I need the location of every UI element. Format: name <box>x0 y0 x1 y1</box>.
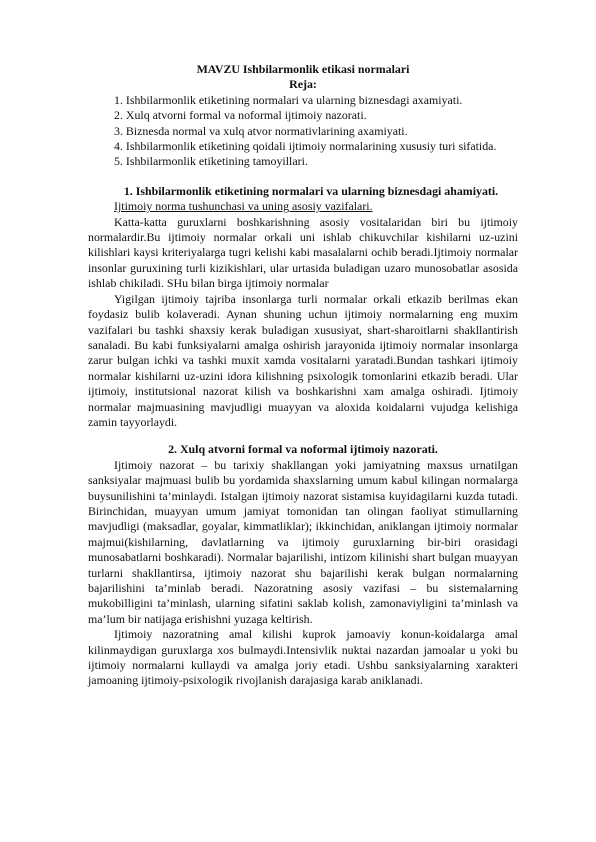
section1-paragraph: Yigilgan ijtimoiy tajriba insonlarga turli normalar orkali etkazib berilmas ekan foydasiz bulib kolaveradi. Aynan shuning uchun ijtimoiy normalarning eng muxim vazifalari bu tashki shaxsiy kerak buladigan xususiyat, shart-sharoitlarni shakllantirish sanaladi. Bu kabi funksiyalarni amalga oshirish jarayonida ijtimoiy normalar insonlarga zarur bulgan ichki va tashki muxit xamda vositalarni yaratadi.Bundan tashkari ijtimoiy normalar kishilarni uz-uzini idora kilishning psixologik tomonlarini etkazib beradi. Ular ijtimoiy, institutsional nazorat kilish va boshkarishni xam amalga oshiradi. Ijtimoiy normalar majmuasining mavjudligi muayyan va aloxida koidalarni vujudga kelishiga zamin tayyorlaydi. <box>88 291 518 429</box>
section2-paragraph: Ijtimoiy nazorat – bu tarixiy shakllangan yoki jamiyatning maxsus urnatilgan sanksiyalar majmuasi bulib bu yordamida shaxslarning umum kabul kilingan normalarga buysunilishini ta’minlaydi. Istalgan ijtimoiy nazorat sistamisa kuyidagilarni kuzda tutadi. Birinchidan, muayyan umum jamiyat tomonidan tan olingan faoliyat stimullarning mavjudligi (maksadlar, goyalar, kimmatliklar); ikkinchidan, aniklangan ijtimoiy normalar majmui(kishilarning, davlatlarning va ijtimoiy guruxlarning bir-biri orasidagi munosabatlarni boshkaradi). Normalar bajarilishi, intizom kilinishi shart bulgan muayyan turlarni shakllantirsa, ijtimoiy nazorat shu bajarilishi kerak bulgan normalarning bajarilishini ta’minlab beradi. Nazoratning asosiy vazifasi – bu sistemalarning mukobilligini ta’minlash, ularning sifatini saklab kolish, zamonaviyligini ta’minlash va ma’lum bir natijaga erishishni yuzaga keltirish. <box>88 457 518 626</box>
section1-subheading: Ijtimoiy norma tushunchasi va uning asosiy vazifalari. <box>114 199 373 214</box>
plan-list <box>88 93 518 170</box>
plan-item: 5. Ishbilarmonlik etiketining tamoyillari. <box>114 154 308 169</box>
section1-heading: 1. Ishbilarmonlik etiketining normalari va ularning biznesdagi ahamiyati. <box>123 183 499 198</box>
document-title: MAVZU Ishbilarmonlik etikasi normalari <box>196 62 410 76</box>
section2-paragraph: Ijtimoiy nazoratning amal kilishi kuprok jamoaviy konun-koidalarga amal kilinmaydigan guruxlarga xos bulmaydi.Intensivlik nuktai nazardan jamoalar u yoki bu ijtimoiy normalarni kullaydi va amalga joriy etadi. Ushbu sanksiyalarning xarakteri jamoaning ijtimoiy-psixologik rivojlanish darajasiga karab aniklanadi. <box>88 627 518 688</box>
section1-paragraph: Katta-katta guruxlarni boshkarishning asosiy vositalaridan biri bu ijtimoiy normalardir.Bu ijtimoiy normalar orkali uni ishlab chikuvchilar kishilarni uz-uzini kilishlari kaysi kriteriyalarga tugri kelishi kabi masalalarni ochib beradi.Ijtimoiy normalar insonlar guruxining turli kizikishlari, ular urtasida buladigan uzaro munosobatlar asosida ishlab chikiladi. SHu bilan birga ijtimoiy normalar <box>88 214 518 291</box>
plan-item: 3. Biznesda normal va xulq atvor normativlarining axamiyati. <box>114 123 408 138</box>
plan-item: 1. Ishbilarmonlik etiketining normalari va ularning biznesdagi axamiyati. <box>114 92 463 107</box>
plan-heading: Reja: <box>289 77 317 92</box>
plan-item: 4. Ishbilarmonlik etiketining qoidali ijtimoiy normalarining xususiy turi sifatida. <box>114 139 497 154</box>
plan-item: 2. Xulq atvorni formal va noformal ijtimoiy nazorati. <box>114 108 367 123</box>
section2-heading: 2. Xulq atvorni formal va noformal ijtimoiy nazorati. <box>168 442 438 457</box>
